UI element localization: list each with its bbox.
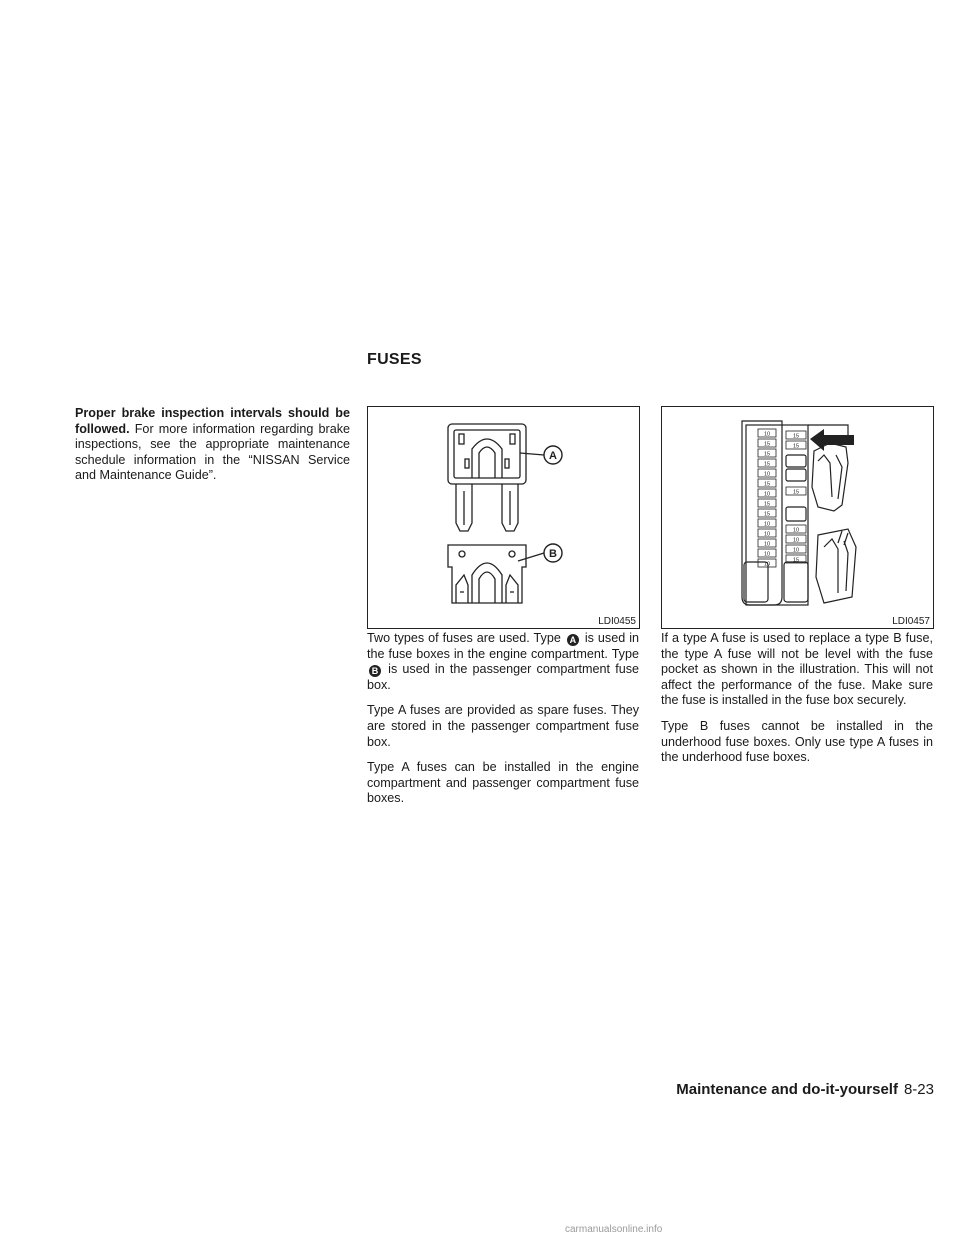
page-number: 8-23	[903, 1081, 934, 1098]
fuse-left-3-rating: 15	[763, 461, 771, 468]
brake-inspection-text: For more information regarding brake inspections, see the appropriate maintenance schedule information in the “NISSAN Service and Maintenance Guide”.	[75, 421, 350, 483]
fuse-left-9-rating: 10	[763, 521, 771, 528]
fuse-right-2-rating: 15	[792, 489, 800, 496]
section-title: FUSES	[367, 351, 422, 368]
figure-code: LDI0457	[892, 616, 930, 627]
fuse-left-4-rating: 10	[763, 471, 771, 478]
fuse-right-3-rating: 10	[792, 527, 800, 534]
fuse-types-text-1: Two types of fuses are used. Type	[367, 631, 565, 645]
fuse-right-0-rating: 15	[792, 433, 800, 440]
fuse-left-0-rating: 10	[763, 431, 771, 438]
fuse-label-b: B	[549, 548, 557, 560]
fuse-left-1-rating: 15	[763, 441, 771, 448]
fuse-right-4-rating: 10	[792, 537, 800, 544]
type-b-badge: B	[369, 665, 381, 677]
fuse-left-8-rating: 15	[763, 511, 771, 518]
fuse-types-text-2: is used in the fuse boxes in the engine compartment. Type	[367, 631, 640, 661]
watermark: carmanualsonline.info	[565, 1224, 663, 1235]
fuse-right-1-rating: 15	[792, 443, 800, 450]
type-b-restriction-paragraph: Type B fuses cannot be installed in the underhood fuse boxes. Only use type A fuses in the underhood fuse boxes.	[661, 718, 933, 765]
fuse-left-6-rating: 10	[763, 491, 771, 498]
footer-section-title: Maintenance and do-it-yourself	[676, 1081, 898, 1098]
fuse-left-10-rating: 10	[763, 531, 771, 538]
brake-inspection-lead: Proper brake inspection intervals should be followed.	[75, 406, 350, 436]
fuse-box-figure	[661, 406, 934, 629]
type-a-install-paragraph: Type A fuses can be installed in the engine compartment and passenger compartment fuse boxes.	[367, 760, 639, 806]
type-a-badge: A	[567, 634, 579, 646]
fuse-left-13-rating: 10	[763, 561, 771, 568]
fuse-types-paragraph	[367, 631, 639, 693]
fuse-box-illustration	[662, 407, 933, 628]
fuse-label-a: A	[549, 450, 557, 462]
brake-inspection-paragraph	[75, 406, 350, 484]
fuse-left-2-rating: 15	[763, 451, 771, 458]
page-footer	[676, 1081, 934, 1098]
fuse-types-figure	[367, 406, 640, 629]
fuse-left-11-rating: 10	[763, 541, 771, 548]
fuse-left-12-rating: 10	[763, 551, 771, 558]
figure-code: LDI0455	[598, 616, 636, 627]
fuse-right-6-rating: 15	[792, 557, 800, 564]
column-3	[661, 631, 933, 776]
fuse-types-illustration	[368, 407, 639, 628]
replacement-paragraph: If a type A fuse is used to replace a type B fuse, the type A fuse will not be level with the fuse pocket as shown in the illustration. This will not affect the performance of the fuse. Make sure the fuse is installed in the fuse box securely.	[661, 631, 933, 708]
fuse-left-5-rating: 15	[763, 481, 771, 488]
fuse-types-text-3: is used in the passenger compartment fuse box.	[367, 662, 639, 692]
fuse-left-7-rating: 15	[763, 501, 771, 508]
spare-fuses-paragraph: Type A fuses are provided as spare fuses. They are stored in the passenger compartment fuse box.	[367, 703, 639, 749]
column-1	[75, 406, 350, 494]
fuse-right-5-rating: 10	[792, 547, 800, 554]
column-2	[367, 631, 639, 817]
